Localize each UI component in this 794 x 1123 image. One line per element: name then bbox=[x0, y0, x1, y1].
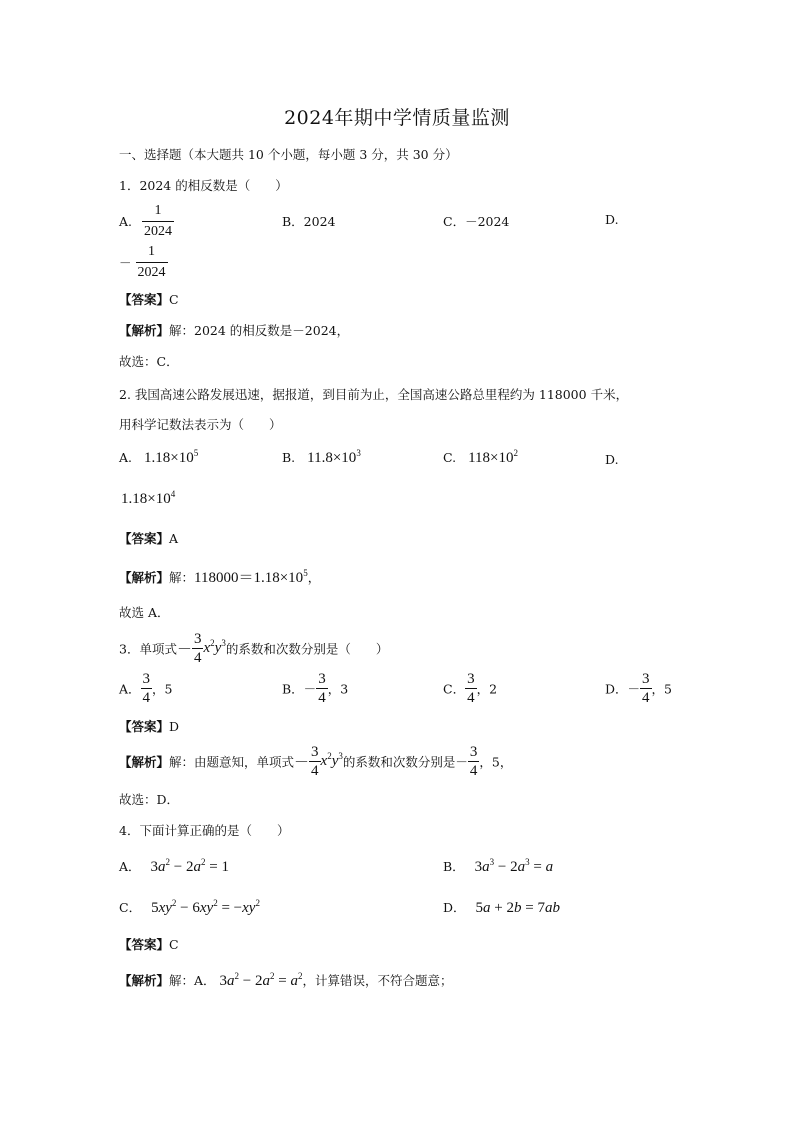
q3-option-c-tail: ，2 bbox=[476, 681, 498, 697]
q3-analysis-tail: ，5， bbox=[479, 754, 513, 770]
q3-analysis-exp-x: 2 bbox=[327, 751, 332, 761]
q1-answer bbox=[119, 290, 179, 308]
q1-option-d-label: D. bbox=[605, 212, 619, 227]
q2-analysis-math: 118000＝1.18×10 bbox=[194, 570, 304, 586]
analysis-tag: 【解析】 bbox=[119, 973, 170, 988]
q3-stem-fraction bbox=[192, 630, 204, 667]
q4-analysis-prefix: 解：A． bbox=[169, 973, 216, 988]
q4-option-a-expression: $3a^2 - 2a^2 = 1$ bbox=[150, 857, 229, 875]
q1-option-a-denominator: 2024 bbox=[142, 221, 174, 242]
q2-option-c bbox=[443, 450, 518, 467]
q3-option-a-tail: ，5 bbox=[152, 681, 173, 697]
q2-analysis-exponent: 5 bbox=[303, 568, 308, 578]
q1-option-a-label: A. bbox=[119, 214, 133, 229]
analysis-tag: 【解析】 bbox=[119, 570, 170, 585]
q2-option-a-label: A. bbox=[119, 450, 133, 465]
question-1-stem: 1．2024 的相反数是（ ） bbox=[119, 178, 288, 193]
q3-option-d bbox=[605, 670, 672, 707]
q3-answer bbox=[119, 717, 179, 735]
q3-option-b-denominator: 4 bbox=[318, 690, 326, 706]
q4-option-b-expression: $3a^3 - 2a^3 = a$ bbox=[474, 857, 554, 875]
answer-tag: 【答案】 bbox=[119, 719, 170, 734]
q3-option-b bbox=[282, 670, 348, 707]
q4-option-b-label: B． bbox=[443, 859, 465, 874]
q4-option-d-label: D． bbox=[443, 900, 466, 915]
q2-option-b bbox=[282, 450, 361, 467]
q2-option-d-value bbox=[121, 491, 175, 508]
q3-analysis-numerator: 3 bbox=[311, 744, 319, 760]
q3-option-a-label: A． bbox=[119, 681, 141, 697]
question-4-stem: 4．下面计算正确的是（ ） bbox=[119, 823, 290, 838]
q4-option-d bbox=[443, 898, 560, 917]
q4-option-d-expression: 5a + 2b = 7ab bbox=[475, 900, 560, 916]
q4-option-a bbox=[119, 857, 229, 876]
q3-option-d-numerator: 3 bbox=[642, 671, 650, 687]
q3-conclusion: 故选：D． bbox=[119, 792, 180, 807]
q4-analysis-suffix: ，计算错误，不符合题意； bbox=[302, 973, 453, 988]
q1-analysis-text: 解：2024 的相反数是－2024， bbox=[169, 323, 350, 338]
q3-analysis-fraction bbox=[309, 743, 321, 780]
q3-option-b-tail: ，3 bbox=[327, 681, 349, 697]
document-title: 2024年期中学情质量监测 bbox=[284, 107, 510, 129]
q3-stem-var-y: y bbox=[214, 640, 222, 656]
q1-option-d-numerator: 1 bbox=[148, 244, 155, 259]
question-3-stem bbox=[119, 630, 388, 667]
q4-analysis-expression: $3a^2 - 2a^2 = a^2$ bbox=[219, 971, 303, 989]
q2-option-d-label: D. bbox=[605, 452, 619, 467]
q4-analysis bbox=[119, 971, 452, 990]
q1-option-a-numerator: 1 bbox=[154, 203, 162, 218]
q2-option-a-exponent: 5 bbox=[193, 448, 199, 458]
q3-analysis-fraction-2 bbox=[468, 743, 480, 780]
q4-option-a-label: A． bbox=[119, 859, 141, 874]
q3-option-c-fraction bbox=[465, 670, 477, 707]
q3-analysis bbox=[119, 743, 512, 780]
q1-conclusion: 故选：C． bbox=[119, 354, 179, 369]
q3-option-c bbox=[443, 670, 497, 707]
q3-option-c-label: C． bbox=[443, 681, 466, 697]
q2-option-c-label: C. bbox=[443, 450, 457, 465]
q3-option-a-numerator: 3 bbox=[142, 671, 151, 687]
q1-analysis bbox=[119, 321, 349, 339]
q3-stem-sign: － bbox=[176, 642, 192, 658]
q1-option-a-fraction bbox=[142, 201, 174, 242]
q1-option-d-value bbox=[119, 242, 168, 283]
q4-option-c-label: C． bbox=[119, 900, 142, 915]
q2-option-a-base: 1.18×10 bbox=[144, 450, 194, 466]
q1-option-b: B．2024 bbox=[282, 214, 336, 229]
analysis-tag: 【解析】 bbox=[119, 754, 170, 770]
q3-analysis-numerator-2: 3 bbox=[469, 744, 478, 760]
q3-option-d-fraction bbox=[640, 670, 652, 707]
q3-option-a bbox=[119, 670, 172, 707]
q3-stem-prefix: 3．单项式 bbox=[119, 641, 177, 657]
q2-conclusion: 故选 A． bbox=[119, 605, 170, 620]
q3-analysis-denominator: 4 bbox=[311, 763, 319, 779]
q3-option-d-tail: ，5 bbox=[651, 681, 672, 697]
section-heading: 一、选择题（本大题共 10 个小题，每小题 3 分，共 30 分） bbox=[119, 147, 458, 162]
q2-option-b-base: 11.8×10 bbox=[307, 450, 357, 466]
q3-stem-var-x: x bbox=[203, 640, 211, 656]
q3-analysis-var-y: y bbox=[331, 753, 339, 769]
q2-option-c-exponent: 2 bbox=[513, 448, 518, 458]
q2-analysis-suffix: ， bbox=[307, 570, 321, 585]
q1-option-c: C．－2024 bbox=[443, 214, 510, 229]
q3-analysis-denominator-2: 4 bbox=[469, 763, 478, 779]
q3-option-c-numerator: 3 bbox=[467, 671, 475, 687]
q3-option-b-fraction bbox=[316, 670, 328, 707]
q2-option-a bbox=[119, 450, 198, 467]
q1-option-d-sign: － bbox=[119, 255, 132, 271]
q2-option-c-base: 118×10 bbox=[468, 450, 514, 466]
q3-analysis-sign: － bbox=[294, 755, 310, 771]
q2-answer bbox=[119, 529, 178, 547]
q3-option-d-denominator: 4 bbox=[642, 690, 650, 706]
q3-stem-denominator: 4 bbox=[193, 650, 202, 666]
q3-analysis-var-x: x bbox=[320, 753, 328, 769]
q2-answer-value: A bbox=[169, 531, 179, 546]
q4-option-b bbox=[443, 857, 553, 876]
q1-option-d-denominator: 2024 bbox=[136, 262, 168, 283]
q2-option-d-exponent: 4 bbox=[170, 489, 176, 499]
answer-tag: 【答案】 bbox=[119, 531, 170, 546]
q1-option-a bbox=[119, 201, 174, 242]
analysis-tag: 【解析】 bbox=[119, 323, 170, 338]
q1-option-d-fraction bbox=[136, 242, 168, 283]
answer-tag: 【答案】 bbox=[119, 937, 170, 952]
q3-answer-value: D bbox=[169, 719, 180, 734]
q3-option-c-denominator: 4 bbox=[467, 690, 475, 706]
q3-option-b-label: B．－ bbox=[282, 681, 317, 697]
q4-answer bbox=[119, 935, 179, 953]
question-2-stem-line-2: 用科学记数法表示为（ ） bbox=[119, 417, 282, 432]
q2-option-b-exponent: 3 bbox=[356, 448, 361, 458]
q3-stem-suffix: 的系数和次数分别是（ ） bbox=[225, 641, 389, 657]
q3-analysis-mid: 的系数和次数分别是－ bbox=[342, 754, 468, 770]
q3-option-b-numerator: 3 bbox=[318, 671, 326, 687]
q3-option-a-denominator: 4 bbox=[142, 690, 151, 706]
q2-analysis bbox=[119, 566, 320, 587]
q2-option-d-base: 1.18×10 bbox=[121, 491, 171, 507]
q3-analysis-prefix: 解：由题意知，单项式 bbox=[169, 754, 295, 770]
q2-option-b-label: B. bbox=[282, 450, 296, 465]
q4-answer-value: C bbox=[169, 937, 179, 952]
q4-option-c bbox=[119, 898, 260, 917]
q3-option-a-fraction bbox=[141, 670, 153, 707]
q3-stem-exp-y: 3 bbox=[221, 638, 226, 648]
q3-analysis-exp-y: 3 bbox=[338, 751, 343, 761]
q1-answer-value: C bbox=[169, 292, 179, 307]
q3-option-d-label: D．－ bbox=[605, 681, 641, 697]
q3-stem-exp-x: 2 bbox=[210, 638, 215, 648]
q2-analysis-prefix: 解： bbox=[169, 570, 195, 585]
q3-stem-numerator: 3 bbox=[193, 631, 202, 647]
q4-option-c-expression: $5xy^2 - 6xy^2 = -xy^2$ bbox=[151, 898, 260, 916]
answer-tag: 【答案】 bbox=[119, 292, 170, 307]
question-2-stem-line-1: 2. 我国高速公路发展迅速，据报道，到目前为止，全国高速公路总里程约为 118000 千米， bbox=[119, 387, 629, 402]
